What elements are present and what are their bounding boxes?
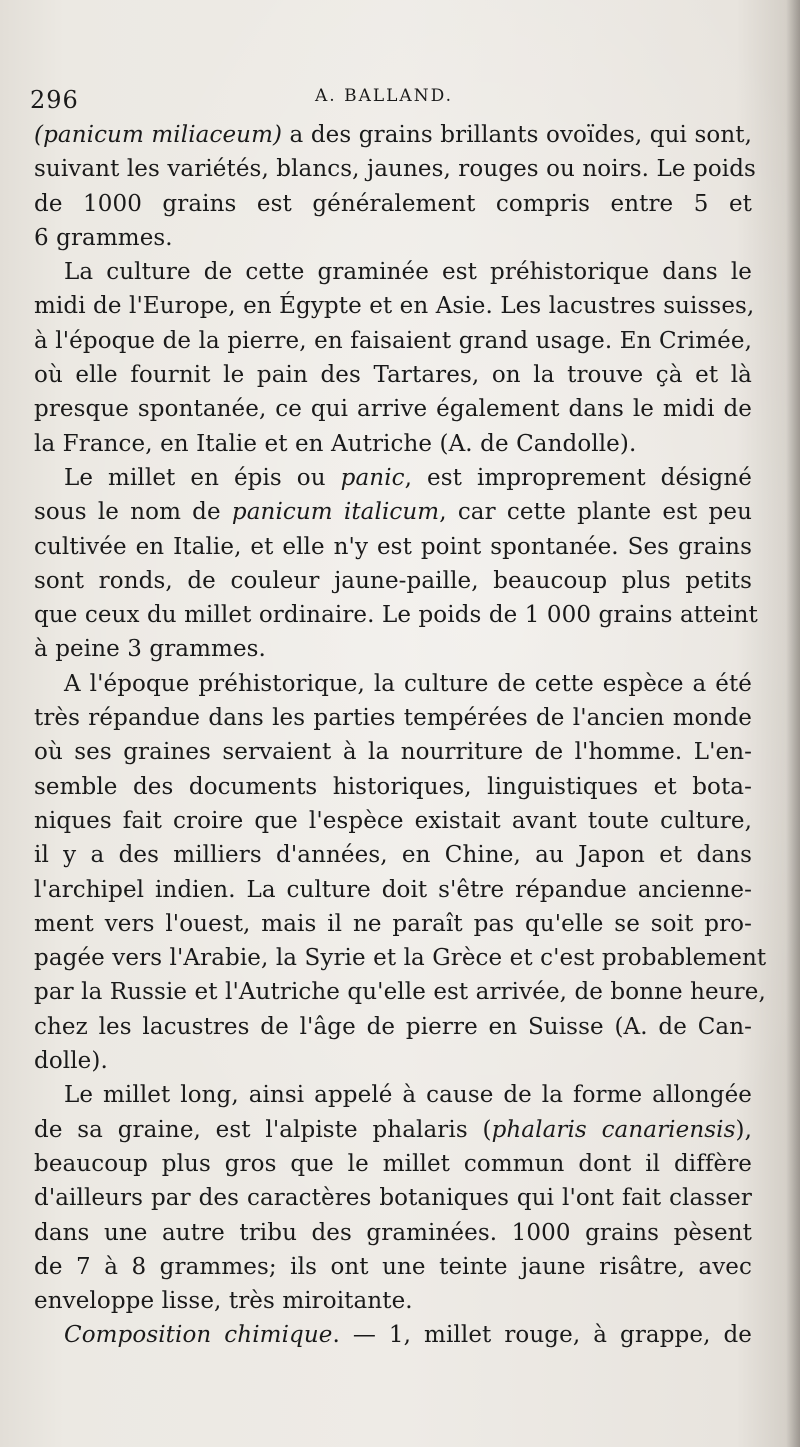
text-span: presque spontanée, ce qui arrive également dans le midi de [34, 396, 752, 423]
text-line [34, 152, 756, 186]
text-span: il y a des milliers d'années, en Chine, au Japon et dans [34, 842, 752, 869]
text-line [34, 632, 752, 666]
text-line [34, 221, 752, 255]
text-span: semble des documents historiques, linguistiques et bota- [34, 773, 752, 800]
text-span: niques fait croire que l'espèce existait avant toute culture, [34, 807, 752, 834]
text-line [34, 427, 752, 461]
text-line [34, 838, 752, 872]
text-line [34, 770, 752, 804]
text-line [34, 1044, 752, 1078]
text-span: par la Russie et l'Autriche qu'elle est arrivée, de bonne heure, [34, 979, 766, 1006]
text-span: pagée vers l'Arabie, la Syrie et la Grèce et c'est probablement [34, 945, 767, 972]
page-header [30, 80, 730, 120]
text-span: Le millet en épis ou [64, 464, 341, 491]
text-line [34, 1147, 752, 1181]
text-span: A l'époque préhistorique, la culture de cette espèce a été [64, 670, 752, 697]
text-span: que ceux du millet ordinaire. Le poids de 1 000 grains atteint [34, 602, 758, 629]
running-head: A. BALLAND. [315, 86, 454, 106]
text-line [34, 564, 752, 598]
italic-text: Composition chimique [64, 1322, 333, 1349]
text-line [34, 392, 752, 426]
text-line [34, 530, 752, 564]
text-span: dolle). [34, 1048, 108, 1075]
text-line [34, 289, 755, 323]
text-line [34, 975, 766, 1009]
text-line [34, 1113, 752, 1147]
text-span: de 1000 grains est généralement compris entre 5 et [34, 190, 752, 217]
italic-text: panic [340, 464, 405, 491]
body-text [34, 118, 767, 1353]
text-line [34, 941, 767, 975]
italic-text: phalaris canariensis [491, 1116, 736, 1143]
italic-text: (panicum miliaceum) [34, 122, 283, 148]
text-span: , est improprement désigné [404, 464, 752, 491]
page-number: 296 [30, 86, 79, 114]
text-span: La culture de cette graminée est préhistorique dans le [64, 259, 752, 286]
text-span: . — 1, millet rouge, à grappe, de [332, 1322, 752, 1349]
text-span: 6 grammes. [34, 224, 173, 251]
text-line [34, 1318, 752, 1352]
text-line [34, 1284, 752, 1318]
text-span: Le millet long, ainsi appelé à cause de la forme allongée [64, 1082, 752, 1109]
text-line [34, 598, 758, 632]
italic-text: panicum italicum [231, 499, 440, 526]
text-line [34, 1216, 752, 1250]
text-line [34, 1010, 752, 1044]
text-span: ment vers l'ouest, mais il ne paraît pas qu'elle se soit pro- [34, 910, 752, 937]
text-span: , car cette plante est peu [439, 499, 752, 526]
text-line [34, 255, 752, 289]
text-line [34, 187, 752, 221]
text-span: où ses graines servaient à la nourriture de l'homme. L'en- [34, 739, 752, 766]
text-line [34, 667, 752, 701]
text-span: sont ronds, de couleur jaune-paille, beaucoup plus petits [34, 567, 752, 594]
text-line [34, 1078, 752, 1112]
text-line [34, 1250, 752, 1284]
text-line [34, 701, 752, 735]
text-span: à peine 3 grammes. [34, 636, 266, 663]
text-span: où elle fournit le pain des Tartares, on la trouve çà et là [34, 362, 752, 389]
text-line [34, 118, 752, 152]
text-span: suivant les variétés, blancs, jaunes, rouges ou noirs. Le poids [34, 156, 756, 183]
text-line [34, 1181, 752, 1215]
text-span: midi de l'Europe, en Égypte et en Asie. Les lacustres suisses, [34, 293, 755, 320]
page-edge-shadow [786, 0, 800, 1447]
text-line [34, 907, 752, 941]
text-span: sous le nom de [34, 499, 232, 526]
text-span: cultivée en Italie, et elle n'y est point spontanée. Ses grains [34, 533, 752, 560]
text-line [34, 461, 752, 495]
text-span: beaucoup plus gros que le millet commun dont il diffère [34, 1150, 752, 1177]
text-line [34, 358, 752, 392]
text-span: très répandue dans les parties tempérées de l'ancien monde [34, 705, 752, 732]
text-span: a des grains brillants ovoïdes, qui sont, [282, 122, 752, 148]
text-span: de sa graine, est l'alpiste phalaris ( [34, 1116, 492, 1143]
text-line [34, 804, 752, 838]
text-line [34, 324, 752, 358]
text-span: l'archipel indien. La culture doit s'être répandue ancienne- [34, 876, 752, 903]
text-line [34, 495, 752, 529]
text-line [34, 873, 752, 907]
text-span: à l'époque de la pierre, en faisaient grand usage. En Crimée, [34, 327, 752, 354]
text-span: la France, en Italie et en Autriche (A. de Candolle). [34, 430, 637, 457]
text-span: ), [735, 1116, 753, 1143]
text-line [34, 735, 752, 769]
text-span: chez les lacustres de l'âge de pierre en Suisse (A. de Can- [34, 1013, 752, 1040]
text-span: enveloppe lisse, très miroitante. [34, 1288, 413, 1315]
text-span: dans une autre tribu des graminées. 1000 grains pèsent [34, 1219, 752, 1246]
text-span: de 7 à 8 grammes; ils ont une teinte jaune risâtre, avec [34, 1253, 752, 1280]
text-span: d'ailleurs par des caractères botaniques qui l'ont fait classer [34, 1185, 752, 1212]
